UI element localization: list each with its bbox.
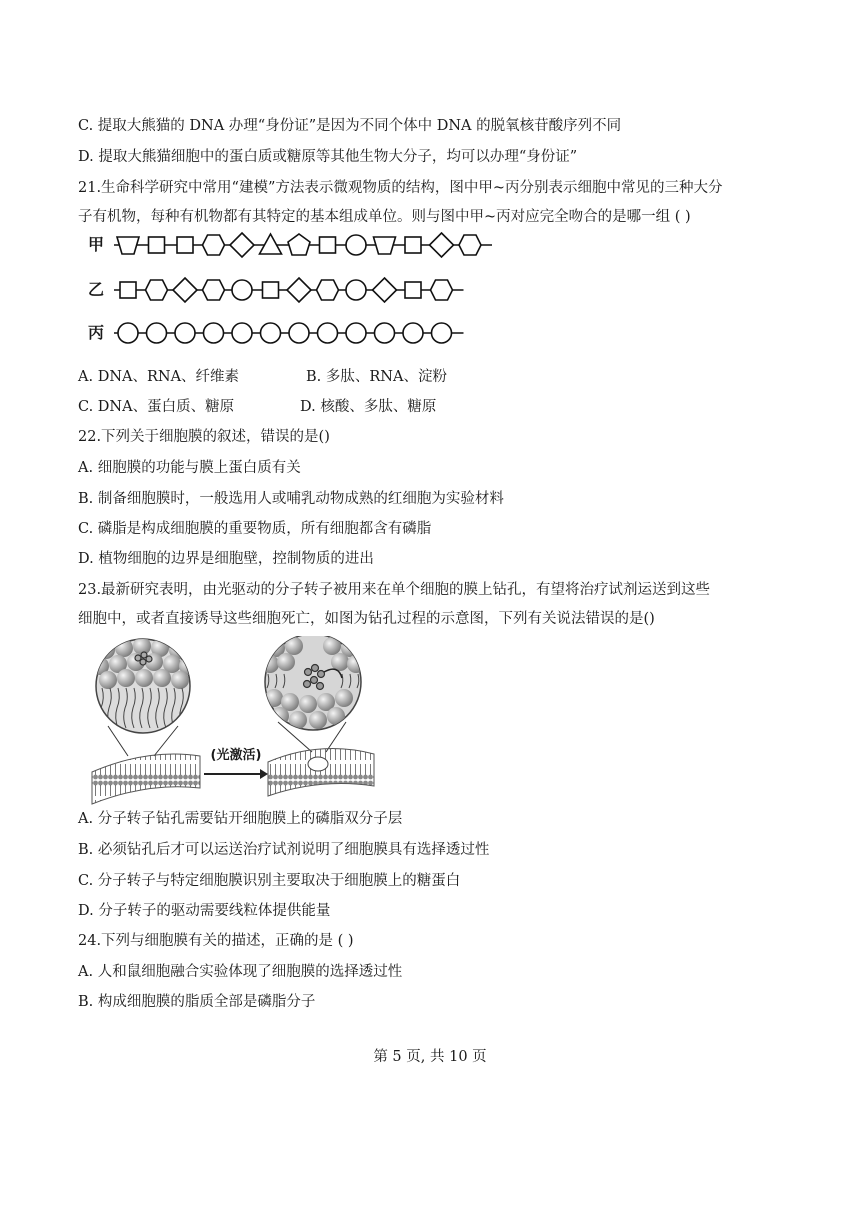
q21-option-c: C. DNA、蛋白质、糖原 [78,399,235,415]
monomer-circle [346,280,366,300]
monomer-circle [118,323,138,343]
monomer-diamond [230,233,254,257]
monomer-hexagon [317,280,339,300]
monomer-trapezoid [374,237,396,254]
row-label-jia: 甲 [88,235,105,254]
q21-option-b: B. 多肽、RNA、淀粉 [306,369,447,385]
q23-option-c: C. 分子转子与特定细胞膜识别主要取决于细胞膜上的糖蛋白 [78,873,461,889]
monomer-square [405,282,421,298]
row-label-yi: 乙 [88,280,105,299]
monomer-square [263,282,279,298]
monomer-diamond [173,278,197,302]
monomer-hexagon [203,280,225,300]
q23-stem-line2: 细胞中，或者直接诱导这些细胞死亡，如图为钻孔过程的示意图，下列有关说法错误的是() [78,611,655,627]
membrane-drilling-figure [88,636,388,810]
q22-stem: 22.下列关于细胞膜的叙述，错误的是() [78,429,330,445]
chain-bing-molecule [114,318,494,348]
q23-option-b: B. 必须钻孔后才可以运送治疗试剂说明了细胞膜具有选择透过性 [78,842,490,858]
monomer-circle [346,323,366,343]
q20-option-d: D. 提取大熊猫细胞中的蛋白质或糖原等其他生物大分子，均可以办理“身份证” [78,149,578,165]
q21-option-d: D. 核酸、多肽、糖原 [300,399,437,415]
membrane-drilling-illustration [88,636,388,806]
monomer-circle [204,323,224,343]
monomer-square [120,282,136,298]
monomer-circle [232,280,252,300]
monomer-circle [261,323,281,343]
q23-option-d: D. 分子转子的驱动需要线粒体提供能量 [78,903,331,919]
monomer-circle [147,323,167,343]
q21-stem-line1: 21.生命科学研究中常用“建模”方法表示微观物质的结构，图中甲~丙分别表示细胞中常见的三种大分 [78,180,723,196]
monomer-circle [375,323,395,343]
monomer-circle [318,323,338,343]
monomer-triangle [260,234,282,254]
q22-option-c: C. 磷脂是构成细胞膜的重要物质，所有细胞都含有磷脂 [78,521,432,537]
q22-option-d: D. 植物细胞的边界是细胞壁，控制物质的进出 [78,551,374,567]
chain-yi-molecule [114,275,494,305]
chain-jia-molecule [114,230,494,260]
q22-option-a: A. 细胞膜的功能与膜上蛋白质有关 [78,460,301,476]
monomer-circle [403,323,423,343]
monomer-square [320,237,336,253]
monomer-diamond [287,278,311,302]
monomer-square [177,237,193,253]
monomer-hexagon [431,280,453,300]
monomer-trapezoid [117,237,139,254]
light-activation-label: (光激活) [210,748,262,763]
monomer-hexagon [203,235,225,255]
monomer-diamond [430,233,454,257]
monomer-circle [289,323,309,343]
page-footer: 第 5 页, 共 10 页 [373,1049,487,1065]
monomer-square [149,237,165,253]
monomer-circle [346,235,366,255]
q23-option-a: A. 分子转子钻孔需要钻开细胞膜上的磷脂双分子层 [78,811,403,827]
monomer-diamond [373,278,397,302]
q20-option-c: C. 提取大熊猫的 DNA 办理“身份证”是因为不同个体中 DNA 的脱氧核苷酸序列不同 [78,118,622,134]
q24-option-b: B. 构成细胞膜的脂质全部是磷脂分子 [78,994,316,1010]
monomer-circle [432,323,452,343]
monomer-circle [175,323,195,343]
monomer-square [405,237,421,253]
q22-option-b: B. 制备细胞膜时，一般选用人或哺乳动物成熟的红细胞为实验材料 [78,491,504,507]
q21-stem-line2: 子有机物，每种有机物都有其特定的基本组成单位。则与图中甲~丙对应完全吻合的是哪一组 ( ) [78,209,691,225]
q24-stem: 24.下列与细胞膜有关的描述，正确的是 ( ) [78,933,354,949]
row-label-bing: 丙 [88,323,105,342]
monomer-hexagon [459,235,481,255]
q23-stem-line1: 23.最新研究表明，由光驱动的分子转子被用来在单个细胞的膜上钻孔，有望将治疗试剂运送到这些 [78,582,711,598]
q24-option-a: A. 人和鼠细胞融合实验体现了细胞膜的选择透过性 [78,964,403,980]
monomer-hexagon [146,280,168,300]
q21-option-a: A. DNA、RNA、纤维素 [78,369,240,385]
monomer-pentagon [288,234,310,255]
monomer-circle [232,323,252,343]
